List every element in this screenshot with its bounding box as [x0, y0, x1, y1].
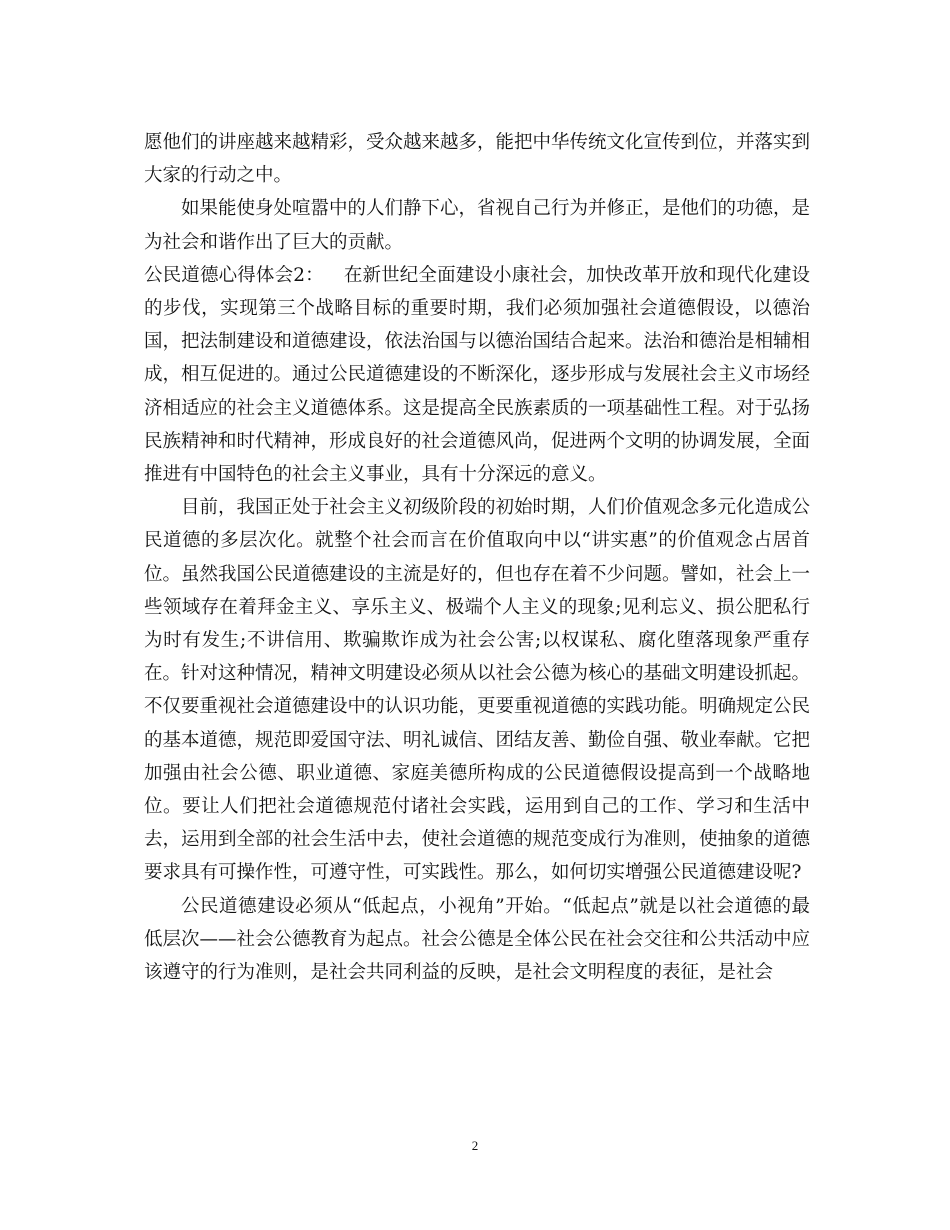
document-body: [144, 126, 810, 989]
paragraph-1: 愿他们的讲座越来越精彩，受众越来越多，能把中华传统文化宣传到位，并落实到大家的行动之中。: [144, 132, 811, 187]
paragraph-4: 目前，我国正处于社会主义初级阶段的初始时期，人们价值观念多元化造成公民道德的多层次化。就整个社会而言在价值取向中以“讲实惠”的价值观念占居首位。虽然我国公民道德建设的主流是好的，但也存在着不少问题。譬如，社会上一些领域存在着拜金主义、享乐主义、极端个人主义的现象;见利忘义、损公肥私行为时有发生;不讲信用、欺骗欺诈成为社会公害;以权谋私、腐化堕落现象严重存在。针对这种情况，精神文明建设必须从以社会公德为核心的基础文明建设抓起。不仅要重视社会道德建设中的认识功能，更要重视道德的实践功能。明确规定公民的基本道德，规范即爱国守法、明礼诚信、团结友善、勤俭自强、敬业奉献。它把加强由社会公德、职业道德、家庭美德所构成的公民道德假设提高到一个战略地位。要让人们把社会道德规范付诸社会实践，运用到自己的工作、学习和生活中去，运用到全部的社会生活中去，使社会道德的规范变成行为准则，使抽象的道德要求具有可操作性，可遵守性，可实践性。那么，如何切实增强公民道德建设呢?: [144, 497, 811, 884]
paragraph-3-text: 在新世纪全面建设小康社会，加快改革开放和现代化建设的步伐，实现第三个战略目标的重要时期，我们必须加强社会道德假设，以德治国，把法制建设和道德建设，依法治国与以德治国结合起来。法治和德治是相辅相成，相互促进的。通过公民道德建设的不断深化，逐步形成与发展社会主义市场经济相适应的社会主义道德体系。这是提高全民族素质的一项基础性工程。对于弘扬民族精神和时代精神，形成良好的社会道德风尚，促进两个文明的协调发展，全面推进有中国特色的社会主义事业，具有十分深远的意义。: [144, 264, 811, 486]
section-heading: 公民道德心得体会2：: [144, 264, 324, 286]
page-number: 2: [471, 1138, 479, 1153]
paragraph-3: [144, 259, 810, 491]
paragraph-2: 如果能使身处喧嚣中的人们静下心，省视自己行为并修正，是他们的功德，是为社会和谐作出了巨大的贡献。: [144, 198, 811, 253]
paragraph-5: 公民道德建设必须从“低起点，小视角”开始。“低起点”就是以社会道德的最低层次——社会公德教育为起点。社会公德是全体公民在社会交往和公共活动中应该遵守的行为准则，是社会共同利益的反映，是社会文明程度的表征，是社会: [144, 895, 811, 984]
